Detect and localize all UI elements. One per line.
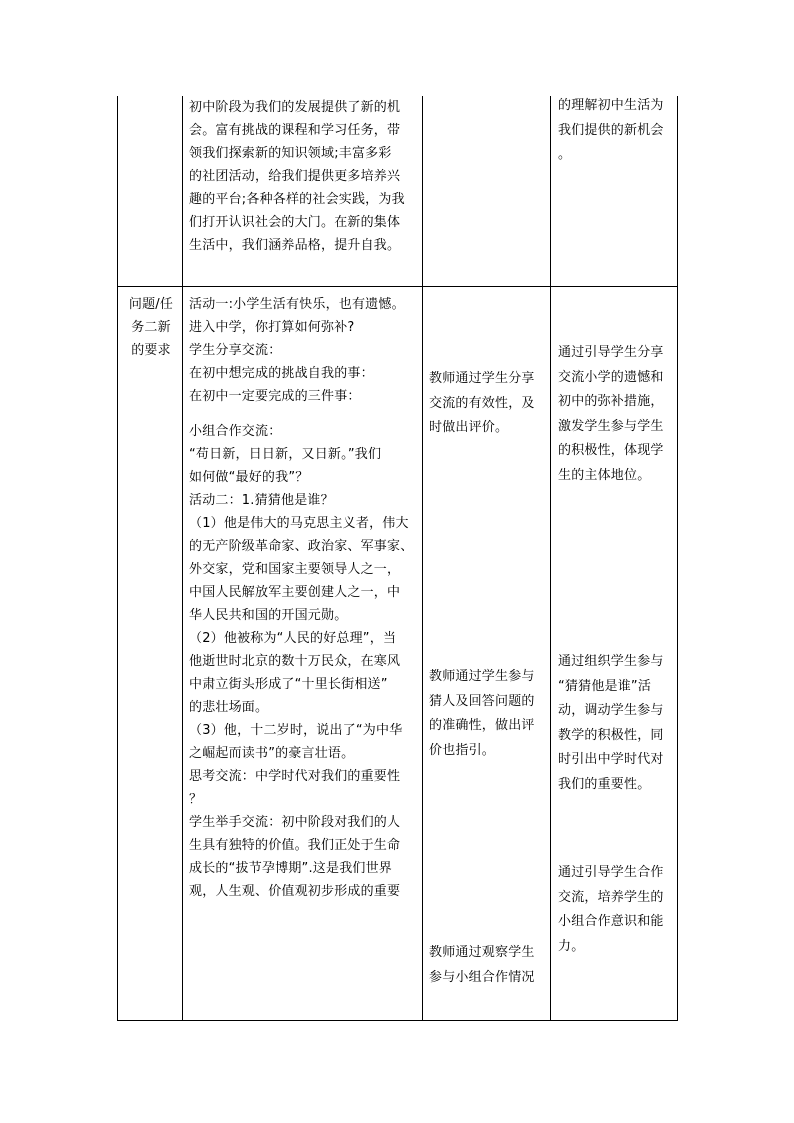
text-line: 中国人民解放军主要创建人之一，中 — [189, 585, 401, 600]
text-line: 活动一:小学生活有快乐，也有遗憾。 — [189, 297, 405, 312]
text-line: ？ — [189, 792, 203, 807]
text-line: 教师通过观察学生 — [429, 945, 535, 960]
text-line: 教学的积极性，同 — [558, 727, 664, 743]
text-line: 的社团活动，给我们提供更多培养兴 — [189, 169, 401, 184]
text-line: 参与小组合作情况 — [429, 969, 535, 985]
text-line: 趣的平台;各种各样的社会实践，为我 — [189, 192, 405, 207]
text-line: 力。 — [558, 938, 585, 954]
row2-stage-cell — [122, 293, 180, 362]
row1-intent-cell — [558, 94, 676, 168]
text-line: 如何做“最好的我”？ — [189, 470, 309, 485]
text-line: 小组合作交流： — [189, 424, 282, 439]
text-line: （1）他是伟大的马克思主义者，伟大 — [189, 516, 409, 531]
text-line: 我们的重要性。 — [558, 776, 651, 792]
text-line: 的无产阶级革命家、政治家、军事家、 — [189, 539, 414, 554]
column-divider — [550, 96, 551, 1020]
text-line: 生活中，我们涵养品格，提升自我。 — [189, 238, 401, 253]
text-line: 观，人生观、价值观初步形成的重要 — [189, 884, 401, 899]
text-line: 华人民共和国的开国元勋。 — [189, 608, 348, 623]
eval-block-1 — [429, 367, 552, 441]
eval-block-3 — [429, 941, 552, 990]
text-line: 的悲壮场面。 — [189, 700, 269, 715]
text-line: “猜猜他是谁”活 — [558, 678, 652, 694]
text-line: （2）他被称为“人民的好总理”，当 — [189, 631, 397, 646]
text-line: 务二新 — [131, 320, 171, 335]
text-line: 交流，培养学生的 — [558, 889, 664, 905]
text-line: 激发学生参与学生 — [558, 418, 664, 434]
text-line: 问题/任 — [128, 297, 174, 312]
row2-content-cell — [189, 293, 421, 903]
text-line: 动，调动学生参与 — [558, 703, 664, 718]
text-line: 学生举手交流：初中阶段对我们的人 — [189, 815, 401, 830]
intent-block-2 — [558, 650, 676, 797]
text-line: 活动二：1.猜猜他是谁？ — [189, 493, 334, 508]
text-line: 。 — [558, 147, 572, 162]
eval-block-2 — [429, 665, 552, 763]
column-divider — [182, 96, 183, 1020]
text-line: 生的主体地位。 — [558, 467, 651, 483]
text-line: 通过组织学生参与 — [558, 654, 664, 669]
text-line: 在初中想完成的挑战自我的事： — [189, 366, 374, 381]
text-line: 们打开认识社会的大门。在新的集体 — [189, 215, 401, 230]
text-line: 他逝世时北京的数十万民众，在寒风 — [189, 654, 401, 669]
text-line: 初中的弥补措施， — [558, 394, 664, 409]
text-line: （3）他，十二岁时，说出了“为中华 — [189, 723, 403, 738]
text-line: 进入中学，你打算如何弥补? — [189, 320, 355, 335]
text-line: 通过引导学生合作 — [558, 865, 664, 880]
text-line: 的要求 — [131, 343, 171, 358]
text-line: 我们提供的新机会 — [558, 122, 664, 138]
text-line: 领我们探索新的知识领域;丰富多彩 — [189, 146, 392, 161]
text-line: 猜人及回答问题的 — [429, 693, 535, 709]
text-line: “苟日新，日日新，又日新。”我们 — [189, 447, 382, 462]
intent-block-1 — [558, 341, 676, 488]
text-line: 时引出中学时代对 — [558, 752, 664, 767]
row-divider — [118, 286, 677, 287]
column-divider — [422, 96, 423, 1020]
text-line: 会。富有挑战的课程和学习任务，带 — [189, 123, 401, 138]
text-line: 初中阶段为我们的发展提供了新的机 — [189, 100, 401, 115]
text-line: 的积极性，体现学 — [558, 443, 664, 458]
text-line: 中肃立街头形成了“十里长街相送” — [189, 677, 388, 692]
row1-content-cell — [189, 96, 421, 257]
intent-block-3 — [558, 861, 676, 959]
text-line: 在初中一定要完成的三件事： — [189, 389, 361, 404]
text-line: 成长的“拔节孕博期”.这是我们世界 — [189, 861, 393, 876]
text-line: 学生分享交流： — [189, 343, 282, 358]
text-line: 外交家，党和国家主要领导人之一， — [189, 562, 401, 577]
text-line: 生具有独特的价值。我们正处于生命 — [189, 838, 401, 853]
text-line: 的准确性，做出评 — [429, 718, 535, 733]
text-line: 之崛起而读书”的豪言壮语。 — [189, 746, 355, 761]
text-line: 交流的有效性，及 — [429, 395, 535, 411]
text-line: 交流小学的遗憾和 — [558, 369, 664, 385]
text-line: 价也指引。 — [429, 742, 496, 758]
text-line: 思考交流：中学时代对我们的重要性 — [189, 769, 401, 784]
text-line: 时做出评价。 — [429, 420, 509, 435]
lesson-plan-table — [117, 96, 678, 1021]
spacer — [189, 408, 421, 420]
text-line: 教师通过学生分享 — [429, 371, 535, 386]
text-line: 小组合作意识和能 — [558, 914, 664, 929]
text-line: 通过引导学生分享 — [558, 345, 664, 360]
text-line: 教师通过学生参与 — [429, 669, 535, 684]
text-line: 的理解初中生活为 — [558, 98, 664, 113]
